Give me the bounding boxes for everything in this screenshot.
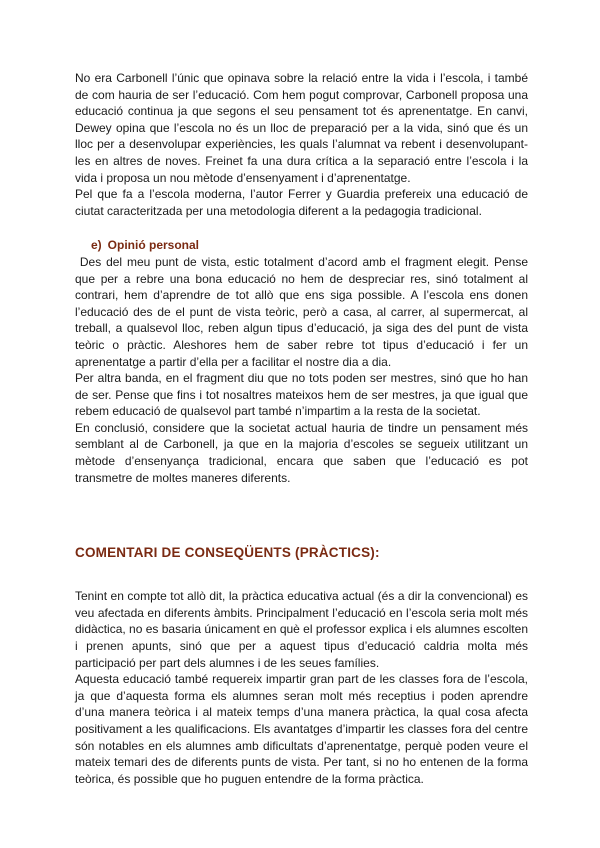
paragraph-intro-2: Pel que fa a l’escola moderna, l’autor Ferrer y Guardia prefereix una educació de ciutat caracteritzada per una metodologia diferent a la pedagogia tradicional. — [75, 187, 528, 218]
section-comentari-title: COMENTARI DE CONSEQÜENTS (PRÀCTICS): — [75, 545, 380, 561]
section-e-number: e) — [91, 238, 102, 253]
paragraph-intro-1: No era Carbonell l’únic que opinava sobre la relació entre la vida i l’escola, i també de com hauria de ser l’educació. Com hem pogut comprovar, Carbonell proposa una educació continua ja que segons el seu pensament tot és aprenentatge. En canvi, Dewey opina que l’escola no és un lloc de preparació per a la vida, sinó que és un lloc per a desenvolupar experiències, les quals l’alumnat va rebent i desenvolupant-les en altres de noves. Freinet fa una dura crítica a la separació entre l’escola i la vida i proposa un nou mètode d’ensenyament i d’aprenentatge. — [75, 71, 528, 185]
paragraph-comentari-2: Aquesta educació també requereix impartir gran part de les classes fora de l’escola, ja que d’aquesta forma els alumnes seran molt més receptius i poden aprendre d’una manera teòrica i al mateix temps d’una manera pràctica, la qual cosa afecta positivament a les qualificacions. Els avantatges d’impartir les classes fora del centre són notables en els alumnes amb dificultats d’aprenentatge, perquè poden veure el mateix temari des de diferents punts de vista. Per tant, si no ho entenen de la forma teòrica, és possible que ho puguen entendre de la forma pràctica. — [75, 672, 528, 786]
section-e-title: Opinió personal — [107, 238, 200, 253]
paragraph-opinio-1: Des del meu punt de vista, estic totalment d’acord amb el fragment elegit. Pense que per a rebre una bona educació no hem de despreciar res, sinó totalment al contrari, hem d’aprendre de tot allò que ens siga possible. A l’escola ens donen l’educació des de el punt de vista teòric, però a casa, al carrer, al supermercat, al treball, a qualsevol lloc, reben algun tipus d’educació, ja siga des del punt de vista teòric o pràctic. Aleshores hem de saber rebre tot tipus d’educació i fer un aprenentatge a partir d’ella per a facilitar el nostre dia a dia. — [75, 254, 532, 369]
paragraph-opinio-2: Per altra banda, en el fragment diu que no tots poden ser mestres, sinó que ho han de ser. Pense que fins i tot nosaltres mateixos hem de ser mestres, ja que igual que rebem educació de qualsevol part també n’impartim a la resta de la societat. — [75, 371, 528, 419]
document-page — [75, 70, 532, 787]
spacer — [75, 562, 528, 588]
paragraph-opinio-3: En conclusió, considere que la societat actual hauria de tindre un pensament més semblant al de Carbonell, ja que en la majoria d’escoles se segueix utilitzant un mètode d’ensenyança tradicional, encara que saben que l’educació es pot transmetre de moltes maneres diferents. — [75, 420, 528, 485]
section-e-heading — [91, 237, 528, 254]
paragraph-comentari-1: Tenint en compte tot allò dit, la pràctica educativa actual (és a dir la convencional) es veu afectada en diferents àmbits. Principalment l’educació en l’escola seria molt més didàctica, no es basaria únicament en què el professor explica i els alumnes escolten i prenen apunts, sinó que per a aquest tipus d’educació caldria molta més participació per part dels alumnes i de les seues famílies. — [75, 589, 528, 670]
